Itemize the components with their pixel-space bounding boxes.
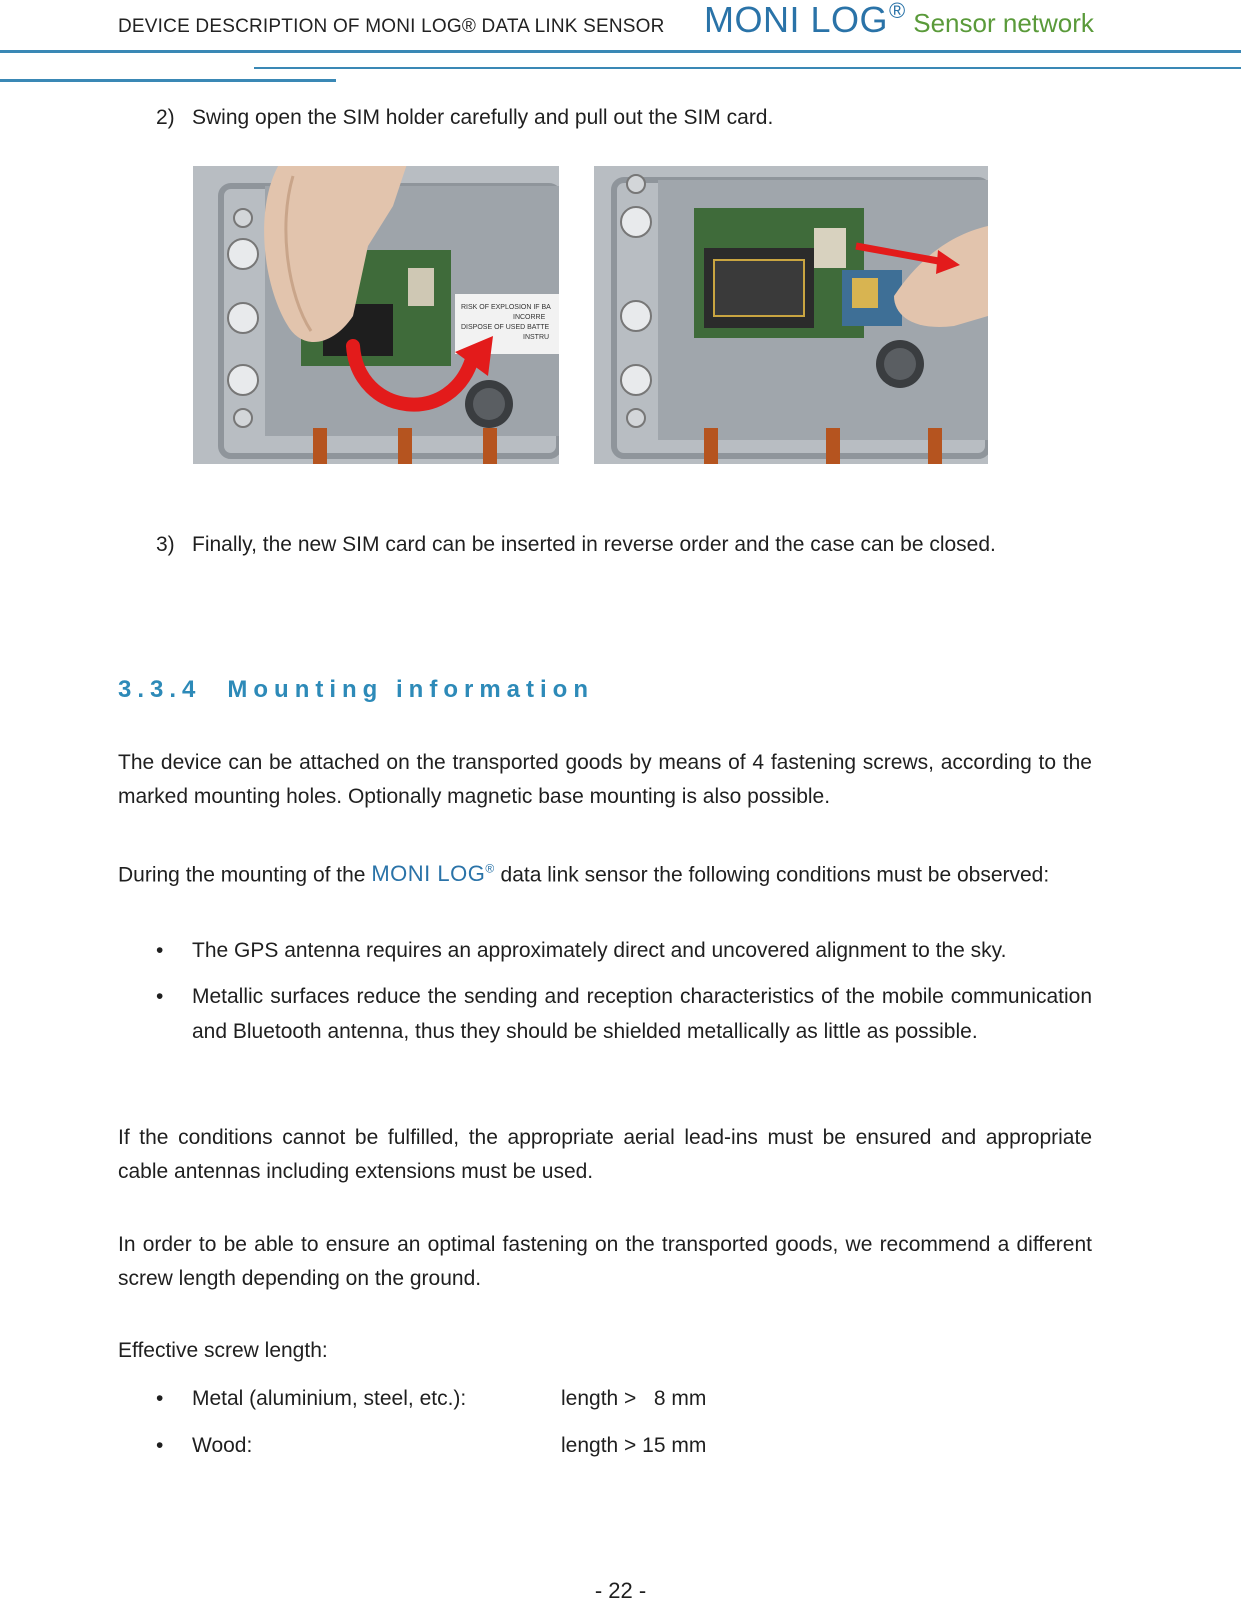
- document-title: DEVICE DESCRIPTION OF MONI LOG® DATA LINK SENSOR: [118, 16, 665, 37]
- header-rule-top: [0, 50, 1241, 53]
- list-item: • The GPS antenna requires an approximately direct and uncovered alignment to the sky.: [156, 933, 1092, 968]
- inline-brand-name: MONI LOG®: [371, 861, 495, 887]
- brand-registered-mark: ®: [889, 0, 906, 23]
- brand-subtitle: Sensor network: [913, 8, 1094, 38]
- section-number: 3.3.4: [118, 676, 202, 703]
- material-label: Wood:: [192, 1434, 253, 1457]
- photo-pull-out-sim: [594, 166, 988, 464]
- paragraph-mounting-intro: The device can be attached on the transported goods by means of 4 fastening screws, according to the marked mounting holes. Optionally magnetic base mounting is also possible.: [118, 751, 1092, 808]
- material-label: Metal (aluminium, steel, etc.):: [192, 1387, 467, 1410]
- step-number: 3): [156, 533, 175, 556]
- brand-logo: [704, 0, 1094, 41]
- svg-text:RISK OF EXPLOSION IF BA: RISK OF EXPLOSION IF BA: [461, 304, 551, 311]
- bullet-icon: •: [156, 1387, 164, 1410]
- page-header: [0, 0, 1241, 90]
- section-title: Mounting information: [227, 676, 594, 703]
- paragraph-conditions: During the mounting of the MONI LOG® data link sensor the following conditions must be observed:: [118, 861, 1050, 887]
- step-3: [156, 533, 996, 557]
- length-value: length > 8 mm: [561, 1387, 707, 1410]
- paragraph-aerial: If the conditions cannot be fulfilled, the appropriate aerial lead-ins must be ensured and appropriate cable antennas including extensions must be used.: [118, 1126, 1092, 1183]
- brand-name: MONI LOG: [704, 0, 889, 40]
- page-number: - 22 -: [594, 1578, 647, 1603]
- header-rule-bottom: [0, 79, 336, 82]
- bullet-icon: •: [156, 1434, 164, 1457]
- paragraph-screw-recommendation: In order to be able to ensure an optimal fastening on the transported goods, we recommend a different screw length depending on the ground.: [118, 1233, 1092, 1290]
- bullet-icon: •: [156, 939, 164, 962]
- svg-text:INSTRU: INSTRU: [523, 334, 550, 341]
- step-2: [156, 106, 773, 130]
- length-value: length > 15 mm: [561, 1434, 707, 1457]
- svg-text:INCORRE: INCORRE: [513, 314, 546, 321]
- section-heading: [118, 676, 594, 704]
- step-text: Swing open the SIM holder carefully and pull out the SIM card.: [192, 106, 774, 129]
- conditions-list: [156, 933, 1092, 1049]
- step-text: Finally, the new SIM card can be inserted in reverse order and the case can be closed.: [192, 533, 996, 556]
- photo-open-sim-holder: [193, 166, 559, 464]
- svg-text:DISPOSE OF USED BATTE: DISPOSE OF USED BATTE: [461, 324, 550, 331]
- paragraph-effective-screw: Effective screw length:: [118, 1339, 328, 1362]
- step-number: 2): [156, 106, 175, 129]
- header-rule-middle: [254, 67, 1241, 69]
- list-item: • Metallic surfaces reduce the sending and reception characteristics of the mobile communication and Bluetooth antenna, thus they should be shielded metallically as little as possible.: [156, 979, 1092, 1049]
- bullet-icon: •: [156, 985, 164, 1008]
